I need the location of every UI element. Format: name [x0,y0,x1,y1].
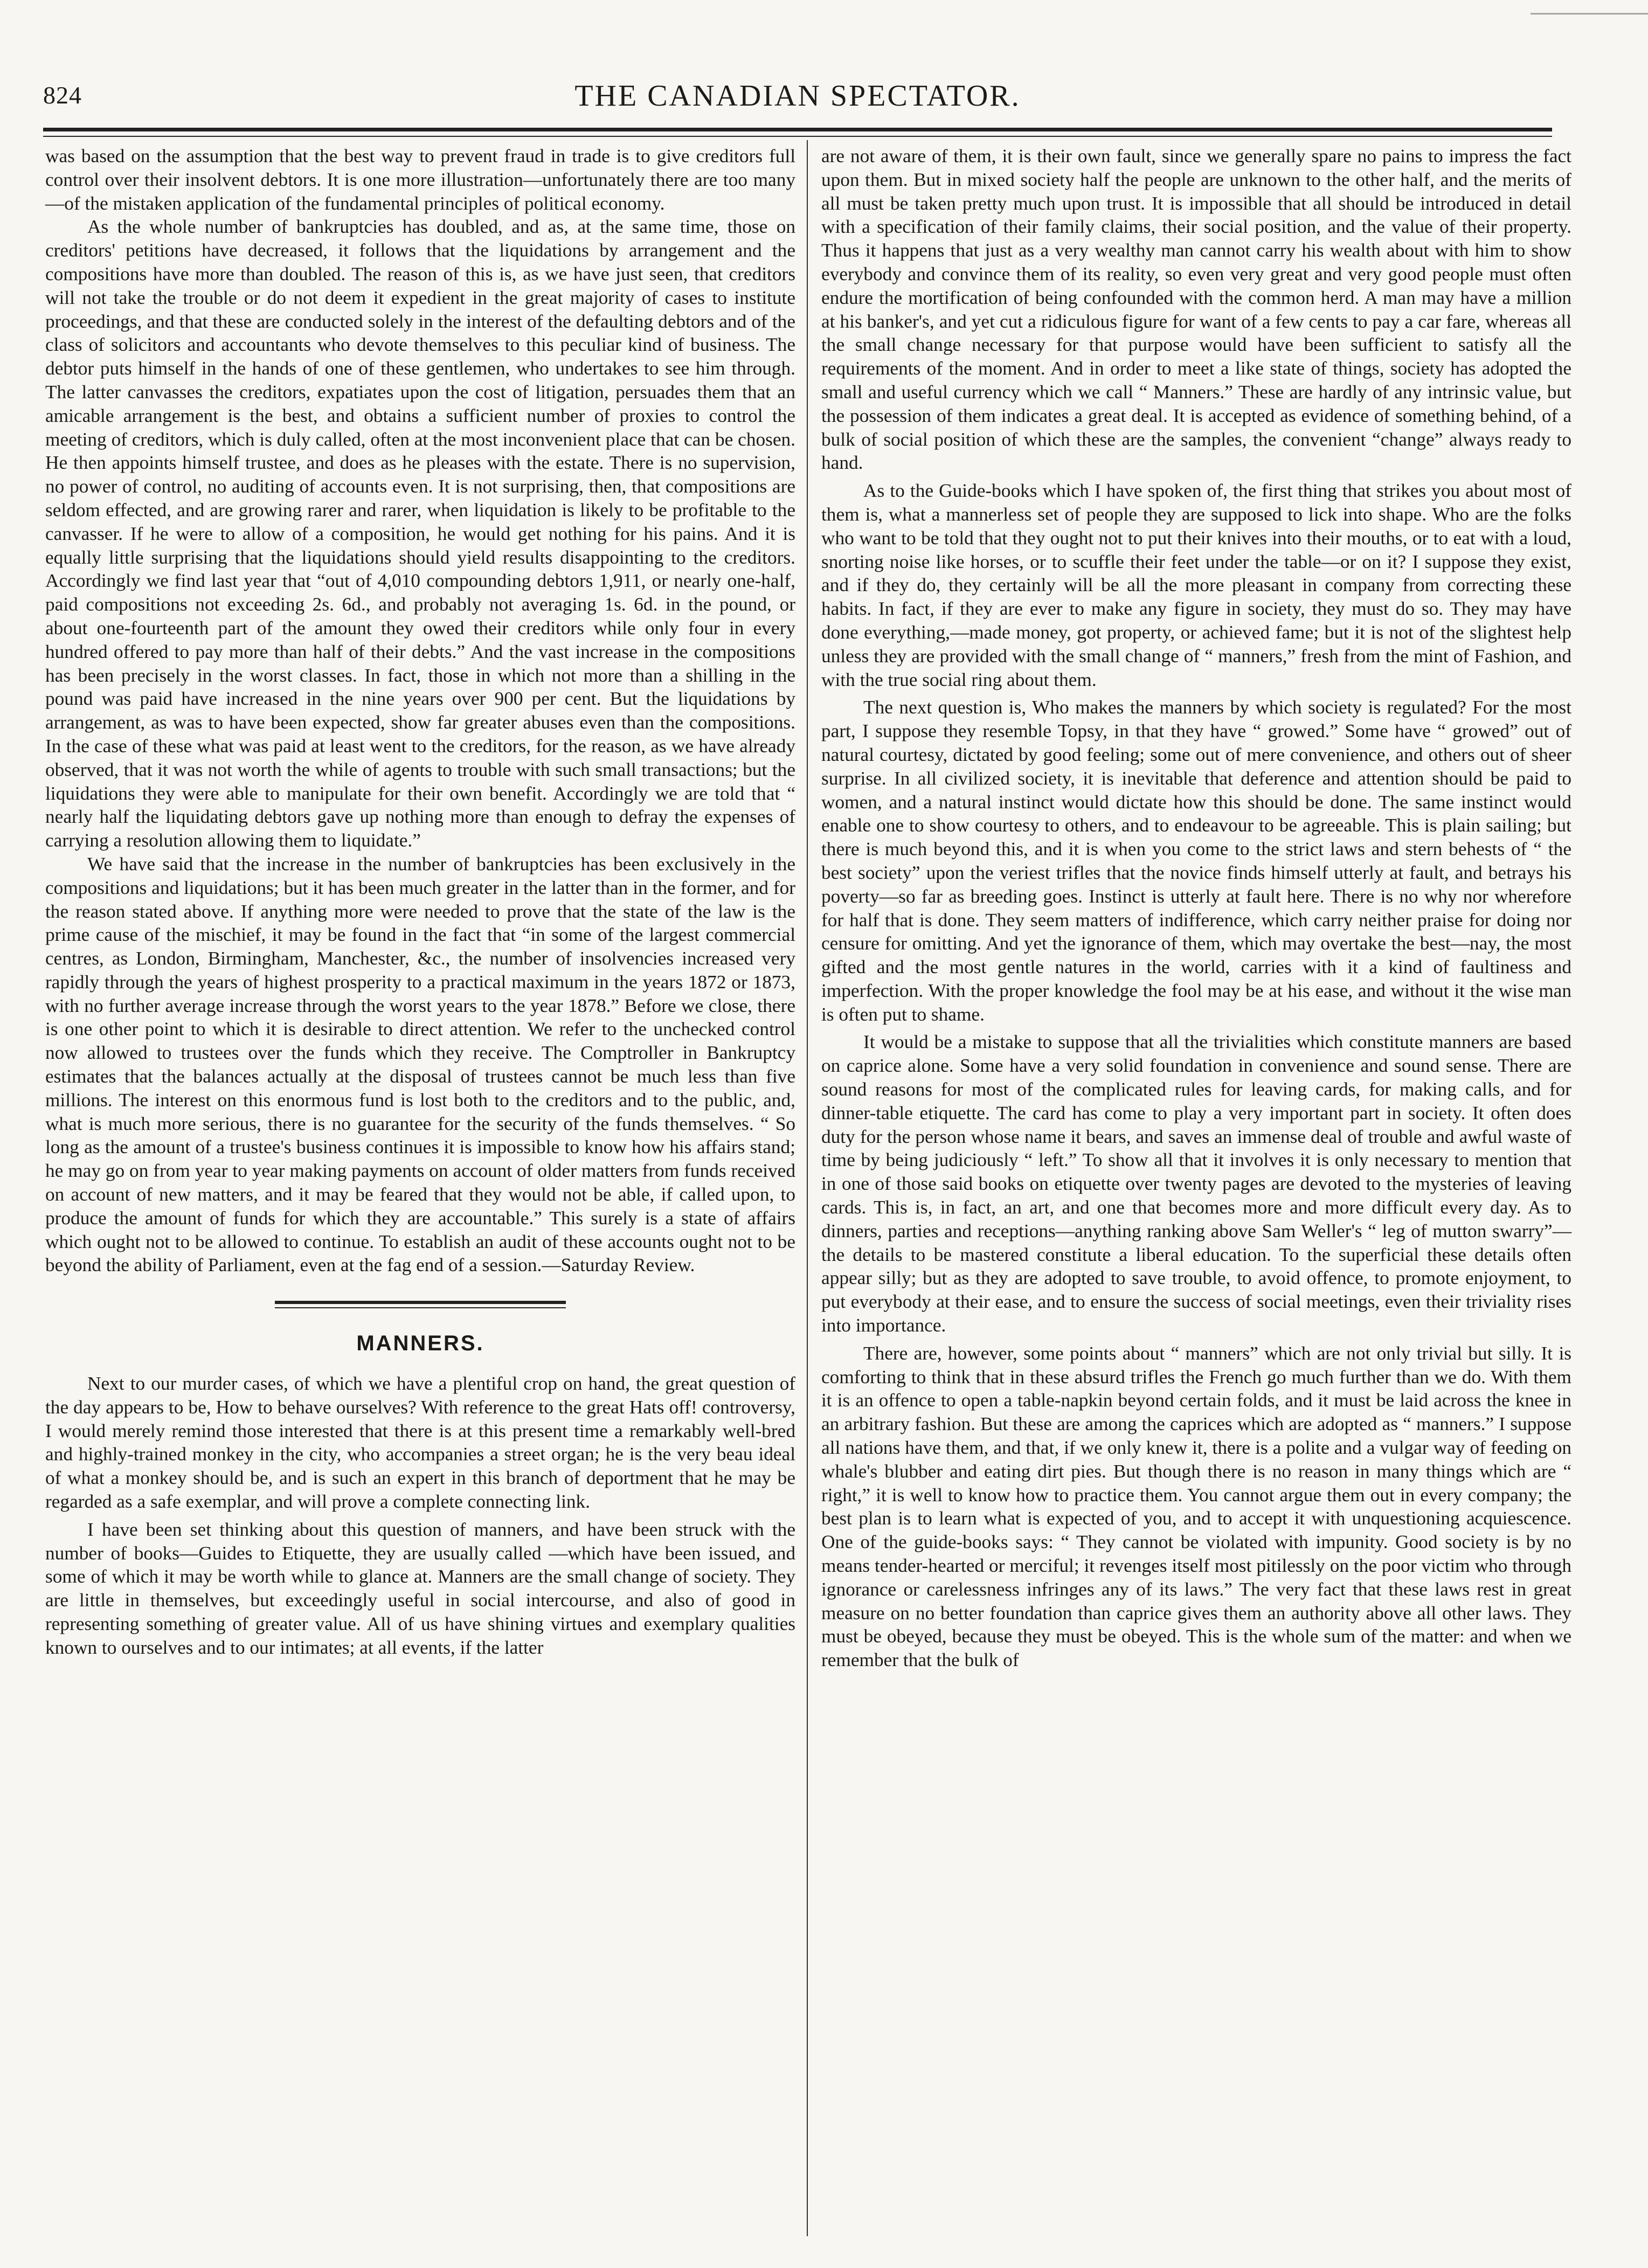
section-heading: MANNERS. [356,1331,484,1356]
article-paragraph: As the whole number of bankruptcies has doubled, and as, at the same time, those on creditors' petitions have decreased, it follows that the liquidations by arrangement and the compositions have more than doubled. The reason of this is, as we have just seen, that creditors will not take the trouble or do not deem it expedient in the great majority of cases to institute proceedings, and that these are conducted solely in the interest of the defaulting debtors and of the class of solicitors and accountants who devote themselves to this peculiar kind of business. The debtor puts himself in the hands of one of these gentlemen, who undertakes to see him through. The latter canvasses the creditors, expatiates upon the cost of litigation, persuades them that an amicable arrangement is the best, and obtains a sufficient number of proxies to control the meeting of creditors, which is duly called, often at the most inconvenient place that can be chosen. He then appoints himself trustee, and does as he pleases with the estate. There is no supervision, no power of control, no auditing of accounts even. It is not surprising, then, that compositions are seldom effected, and are growing rarer and rarer, when liquidation is likely to be profitable to the canvasser. If he were to allow of a composition, he would get nothing for his pains. And it is equally little surprising that the liquidations should yield results disappointing to the creditors. Accordingly we find last year that “out of 4,010 compounding debtors 1,911, or nearly one-half, paid compositions not exceeding 2s. 6d., and probably not averaging 1s. 6d. in the pound, or about one-fourteenth part of the amount they owed their creditors while only four in every hundred offered to pay more than half of their debts.” And the vast increase in the compositions has been precisely in the worst classes. In fact, those in which not more than a shilling in the pound was paid have increased in the nine years over 900 per cent. But the liquidations by arrangement, as was to have been expected, show far greater abuses even than the compositions. In the case of these what was paid at least went to the creditors, for the reason, as we have already observed, that it was not worth the while of agents to trouble with such small transactions; but the liquidations they were able to manipulate for their own benefit. Accordingly we are told that “ nearly half the liquidating debtors gave up nothing more than enough to defray the expenses of carrying a resolution allowing them to liquidate.” [45,216,795,851]
scan-edge-mark [1531,0,1648,15]
header-rule-thick [43,128,1552,131]
page-number: 824 [43,81,82,109]
journal-title: THE CANADIAN SPECTATOR. [574,79,1021,113]
section-divider-thin [275,1307,566,1308]
right-column [821,144,1571,1672]
page-header [43,81,1552,119]
article-paragraph: There are, however, some points about “ manners” which are not only trivial but silly. It is comforting to think that in these absurd trifles the French go much further than we do. With them it is an offence to open a table-napkin beyond certain folds, and it must be laid across the knee in an arbitrary fashion. But these are among the caprices which are adopted as “ manners.” I suppose all nations have them, and that, if we only knew it, there is a polite and a vulgar way of feeding on whale's blubber and eating dirt pies. But though there is no reason in many things which are “ right,” it is well to know how to practice them. You cannot argue them out in every company; the best plan is to learn what is expected of you, and to accept it with unquestioning acquiescence. One of the guide-books says: “ They cannot be violated with impunity. Good society is by no means tender-hearted or merciful; it revenges itself most pitilessly on the poor victim who through ignorance or carelessness infringes any of its laws.” The very fact that these laws rest in great measure on no better foundation than caprice gives them an authority above all other laws. They must be obeyed, because they must be obeyed. This is the whole sum of the matter: and when we remember that the bulk of [821,1342,1571,1671]
column-divider [807,140,808,2236]
article-paragraph: As to the Guide-books which I have spoken of, the first thing that strikes you about most of them is, what a mannerless set of people they are supposed to lick into shape. Who are the folks who want to be told that they ought not to put their knives into their mouths, or to eat with a loud, snorting noise like horses, or to scuffle their feet under the table—or on it? I suppose they exist, and if they do, they certainly will be all the more pleasant in company from correcting these habits. In fact, if they are ever to make any figure in society, they must do so. They may have done everything,—made money, got property, or achieved fame; but it is not of the slightest help unless they are provided with the small change of “ manners,” fresh from the mint of Fashion, and with the true social ring about them. [821,480,1571,690]
article-paragraph: are not aware of them, it is their own fault, since we generally spare no pains to impress the fact upon them. But in mixed society half the people are unknown to the other half, and the merits of all must be taken pretty much upon trust. It is impossible that all should be introduced in detail with a specification of their family claims, their social position, and the value of their property. Thus it happens that just as a very wealthy man cannot carry his wealth about with him to show everybody and convince them of its reality, so even very great and very good people must often endure the mortification of being confounded with the common herd. A man may have a million at his banker's, and yet cut a ridiculous figure for want of a few cents to pay a car fare, whereas all the small change necessary for that purpose would have been sufficient to satisfy all the requirements of the moment. And in order to meet a like state of things, society has adopted the small and useful currency which we call “ Manners.” These are hardly of any intrinsic value, but the possession of them indicates a great deal. It is accepted as evidence of something behind, of a bulk of social position of which these are the samples, the convenient “change” always ready to hand. [821,145,1571,474]
article-paragraph: Next to our murder cases, of which we have a plentiful crop on hand, the great question of the day appears to be, How to behave ourselves? With reference to the great Hats off! controversy, I would merely remind those interested that there is at this present time a remarkably well-bred and highly-trained monkey in the city, who accompanies a street organ; he is the very beau ideal of what a monkey should be, and is such an expert in this branch of deportment that he may be regarded as a safe exemplar, and will prove a complete connecting link. [45,1373,795,1513]
header-rule-thin [43,136,1552,137]
section-divider-thick [275,1301,566,1304]
left-column [45,144,795,1660]
article-paragraph: I have been set thinking about this question of manners, and have been struck with the number of books—Guides to Etiquette, they are usually called —which have been issued, and some of which it may be worth while to glance at. Manners are the small change of society. They are little in themselves, but exceedingly useful in social intercourse, and also of good in representing something of greater value. All of us have shining virtues and exemplary qualities known to ourselves and to our intimates; at all events, if the latter [45,1518,795,1658]
article-paragraph: The next question is, Who makes the manners by which society is regulated? For the most part, I suppose they resemble Topsy, in that they have “ growed.” Some have “ growed” out of natural courtesy, dictated by good feeling; some out of mere convenience, and others out of sheer surprise. In all civilized society, it is inevitable that deference and attention should be paid to women, and a natural instinct would dictate how this should be done. The same instinct would enable one to show courtesy to others, and to endeavour to be agreeable. This is plain sailing; but there is much beyond this, and it is when you come to the strict laws and stern behests of “ the best society” upon the veriest trifles that the novice finds himself utterly at fault, and betrays his poverty—so far as breeding goes. Instinct is utterly at fault here. There is no why nor wherefore for half that is done. They seem matters of indifference, which carry neither praise for doing nor censure for omitting. And yet the ignorance of them, which may overtake the best—nay, the most gifted and the most gentle natures in the world, carries with it a kind of faultiness and imperfection. With the proper knowledge the fool may be at his ease, and without it the wise man is often put to shame. [821,697,1571,1025]
article-paragraph: It would be a mistake to suppose that all the trivialities which constitute manners are based on caprice alone. Some have a very solid foundation in convenience and sound sense. There are sound reasons for most of the complicated rules for leaving cards, for making calls, and for dinner-table etiquette. The card has come to play a very important part in society. It often does duty for the person whose name it bears, and saves an immense deal of trouble and awful waste of time by being judiciously “ left.” To show all that it involves it is only necessary to mention that in one of those said books on etiquette over twenty pages are devoted to the mysteries of leaving cards. This is, in fact, an art, and one that becomes more and more difficult every day. As to dinners, parties and receptions—anything ranking above Sam Weller's “ leg of mutton swarry”—the details to be mastered constitute a liberal education. To the superficial these details often appear silly; but as they are adopted to save trouble, to avoid offence, to promote enjoyment, to put everybody at their ease, and to ensure the success of social meetings, even their triviality rises into importance. [821,1031,1571,1336]
article-paragraph: We have said that the increase in the number of bankruptcies has been exclusively in the compositions and liquidations; but it has been much greater in the latter than in the former, and for the reason stated above. If anything more were needed to prove that the state of the law is the prime cause of the mischief, it may be found in the fact that “in some of the largest commercial centres, as London, Birmingham, Manchester, &c., the number of insolvencies increased very rapidly through the years of highest prosperity to a practical maximum in the years 1872 or 1873, with no further average increase through the worst years to the year 1878.” Before we close, there is one other point to which it is desirable to direct attention. We refer to the unchecked control now allowed to trustees over the funds which they receive. The Comptroller in Bankruptcy estimates that the balances actually at the disposal of trustees cannot be much less than five millions. The interest on this enormous fund is lost both to the creditors and to the public, and, what is much more serious, there is no guarantee for the security of the funds themselves. “ So long as the amount of a trustee's business continues it is impossible to know how his affairs stand; he may go on from year to year making payments on account of older matters from funds received on account of new matters, and it may be feared that they would not be able, if called upon, to produce the amount of funds for which they are accountable.” This surely is a state of affairs which ought not to be allowed to continue. To establish an audit of these accounts ought not to be beyond the ability of Parliament, even at the fag end of a session.—Saturday Review. [45,853,795,1276]
article-paragraph: was based on the assumption that the best way to prevent fraud in trade is to give creditors full control over their insolvent debtors. It is one more illustration—unfortunately there are too many—of the mistaken application of the fundamental principles of political economy. [45,145,795,214]
